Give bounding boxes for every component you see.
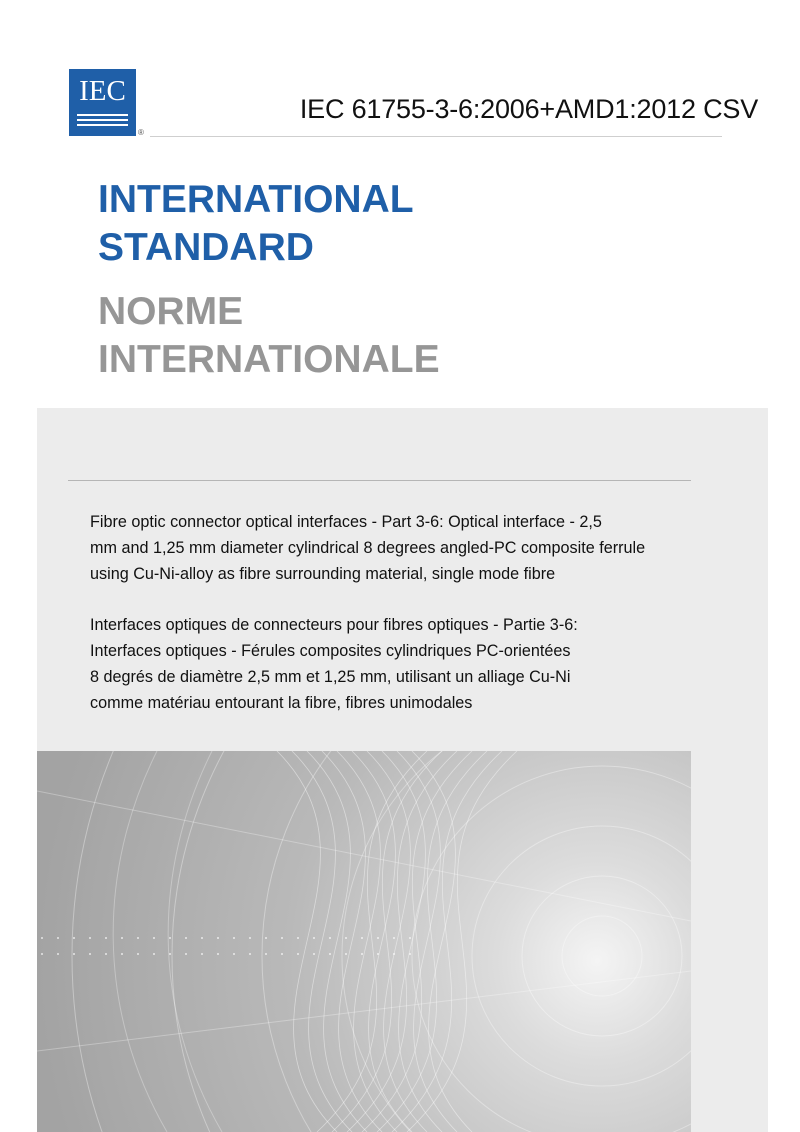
iec-logo	[69, 69, 136, 136]
description-english	[90, 509, 700, 587]
title-fr-line1: NORME	[98, 290, 244, 333]
title-fr-line2: INTERNATIONALE	[98, 338, 440, 381]
description-french	[90, 612, 700, 716]
desc-fr-line3: 8 degrés de diamètre 2,5 mm et 1,25 mm, utilisant un alliage Cu-Ni	[90, 668, 571, 686]
title-en-line2: STANDARD	[98, 226, 314, 269]
logo-stripe	[77, 119, 128, 121]
logo-stripe	[77, 114, 128, 116]
desc-fr-line4: comme matériau entourant la fibre, fibres unimodales	[90, 694, 473, 712]
title-en-line1: INTERNATIONAL	[98, 178, 414, 221]
logo-stripe	[77, 124, 128, 126]
header-divider	[150, 136, 722, 137]
cover-artwork	[37, 751, 691, 1132]
desc-en-line1: Fibre optic connector optical interfaces - Part 3-6: Optical interface - 2,5	[90, 513, 602, 531]
registered-mark: ®	[138, 128, 144, 137]
desc-fr-line1: Interfaces optiques de connecteurs pour fibres optiques - Partie 3-6:	[90, 616, 578, 634]
logo-text: IEC	[79, 75, 126, 107]
band-divider	[68, 480, 691, 481]
desc-en-line2: mm and 1,25 mm diameter cylindrical 8 degrees angled-PC composite ferrule	[90, 539, 646, 557]
document-identifier: IEC 61755-3-6:2006+AMD1:2012 CSV	[299, 94, 758, 124]
desc-en-line3: using Cu-Ni-alloy as fibre surrounding material, single mode fibre	[90, 565, 556, 583]
title-french	[98, 288, 440, 384]
title-english	[98, 176, 414, 272]
desc-fr-line2: Interfaces optiques - Férules composites cylindriques PC-orientées	[90, 642, 571, 660]
